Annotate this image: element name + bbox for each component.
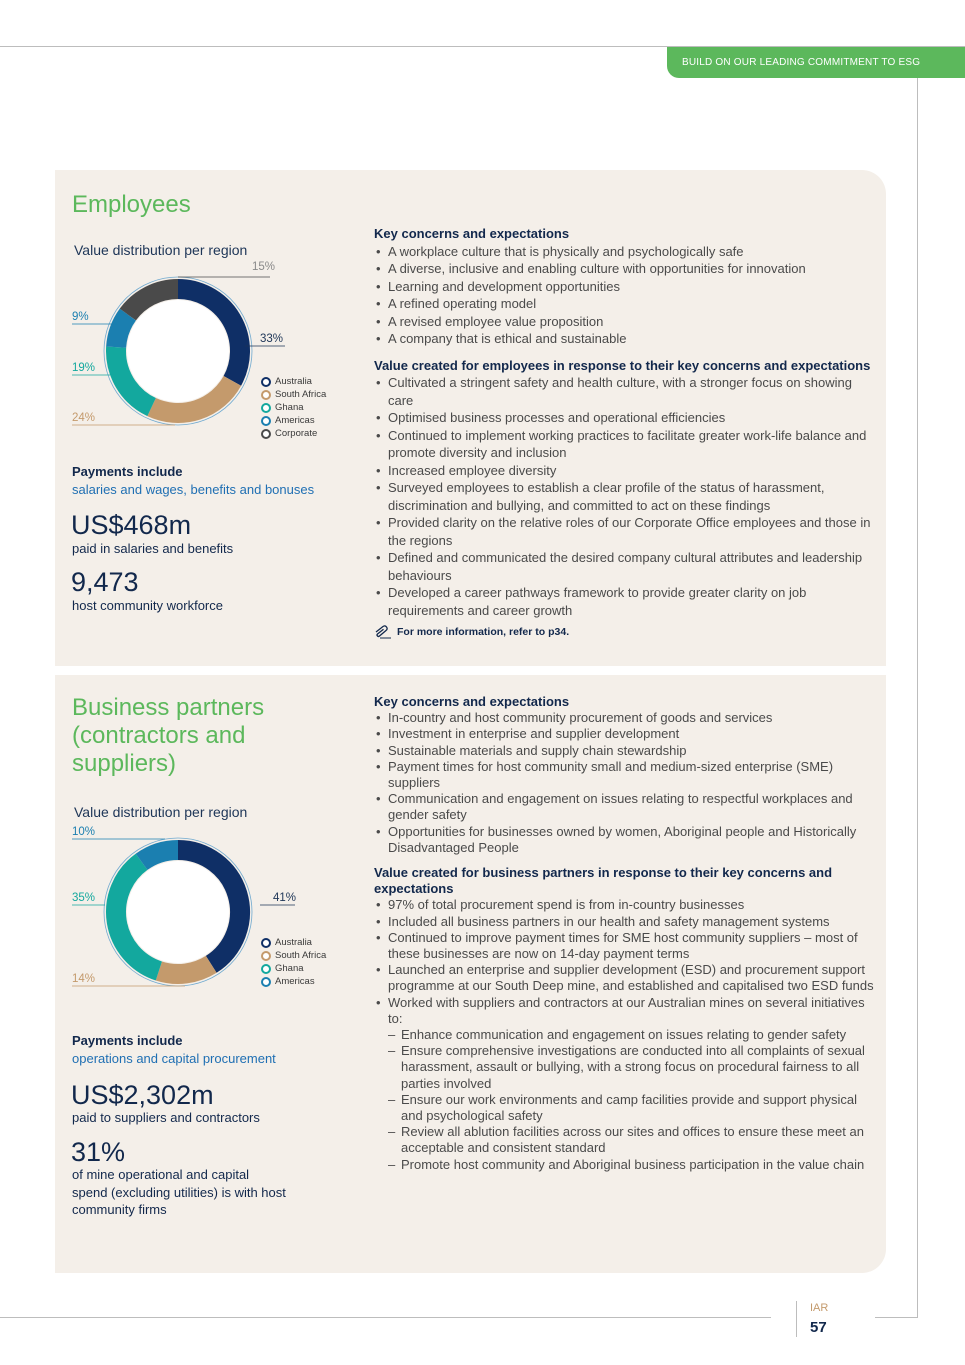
legend-label: South Africa: [275, 389, 327, 400]
value-label-south-africa: 14%: [72, 973, 96, 985]
partners-title-line: (contractors and: [72, 722, 246, 749]
partners-stat2-label-line: of mine operational and capital: [72, 1167, 250, 1182]
right-rule: [917, 78, 918, 1318]
partners-stat2-label-line: spend (excluding utilities) is with host: [72, 1184, 286, 1200]
list-item: • 97% of total procurement spend is from in-country businesses: [374, 897, 879, 913]
list-item: • Continued to implement working practices to facilitate greater work-life balance and promote diversity and inclusion: [374, 427, 879, 462]
list-item: • A diverse, inclusive and enabling culture with opportunities for innovation: [374, 260, 879, 278]
list-item: • A workplace culture that is physically and psychologically safe: [374, 243, 879, 261]
employees-stat1-label: paid in salaries and benefits: [72, 541, 234, 556]
list-item: • Cultivated a stringent safety and health culture, with a stronger focus on showing care: [374, 374, 879, 409]
list-item: – Ensure comprehensive investigations are conducted into all complaints of sexual harassment, assault or bullying, with a strong focus on procedural fairness to all parties involved: [374, 1043, 879, 1092]
employees-stat2-value: 9,473: [71, 567, 139, 597]
value-label-corporate: 15%: [252, 261, 276, 273]
employees-payments-sub: salaries and wages, benefits and bonuses: [72, 482, 315, 497]
paperclip-icon: [374, 625, 392, 639]
partners-legend: [261, 936, 326, 988]
list-item: • A company that is ethical and sustainable: [374, 330, 879, 348]
partners-value-created-heading: Value created for business partners in response to their key concerns and expectations: [374, 865, 833, 897]
footer-report-label: IAR: [810, 1302, 829, 1314]
legend-label: Americas: [275, 415, 315, 426]
value-label-australia: 33%: [260, 333, 284, 345]
legend-label: Ghana: [275, 963, 304, 974]
employees-title: Employees: [72, 191, 191, 218]
legend-label: Australia: [275, 376, 312, 387]
legend-item: [261, 427, 326, 440]
partners-title-line: suppliers): [72, 750, 177, 777]
list-item: • Increased employee diversity: [374, 462, 879, 480]
partners-payments-heading: Payments include: [72, 1033, 183, 1048]
list-item: • Surveyed employees to establish a clear profile of the status of harassment, discrimination and bullying, and committed to act on these findings: [374, 479, 879, 514]
footer-divider: [796, 1301, 797, 1337]
value-label-south-africa: 24%: [72, 412, 96, 424]
donut-hole: [127, 300, 229, 402]
list-item: • Developed a career pathways framework to provide greater clarity on job requirements and career growth: [374, 584, 879, 619]
partners-initiatives-list: [374, 1027, 879, 1173]
legend-item: [261, 962, 326, 975]
list-item: • Opportunities for businesses owned by women, Aboriginal people and Historically Disadvantaged People: [374, 824, 879, 856]
partners-stat2-label: [72, 1166, 286, 1219]
list-item: • In-country and host community procurement of goods and services: [374, 710, 879, 726]
partners-payments-sub: operations and capital procurement: [72, 1051, 276, 1066]
section-tab: BUILD ON OUR LEADING COMMITMENT TO ESG: [667, 47, 965, 78]
list-item: • Continued to improve payment times for SME host community suppliers – most of these businesses are now on 14-day payment terms: [374, 930, 879, 962]
donut-slice-south-africa: [159, 964, 211, 974]
list-item: • Learning and development opportunities: [374, 278, 879, 296]
legend-dot-icon: [261, 416, 271, 426]
legend-item: [261, 414, 326, 427]
partners-chart-title: Value distribution per region: [74, 804, 248, 820]
partners-key-concerns-heading: Key concerns and expectations: [374, 694, 570, 709]
list-item: • Provided clarity on the relative roles of our Corporate Office employees and those in the regions: [374, 514, 879, 549]
legend-item: [261, 936, 326, 949]
legend-label: Corporate: [275, 428, 318, 439]
list-item: – Enhance communication and engagement on issues relating to gender safety: [374, 1027, 879, 1043]
page-number: 57: [810, 1319, 827, 1336]
employees-chart-title: Value distribution per region: [74, 242, 248, 258]
legend-label: Ghana: [275, 402, 304, 413]
list-item: • Launched an enterprise and supplier development (ESD) and procurement support programme at our South Deep mine, and established and capitalised two ESD funds: [374, 962, 879, 994]
legend-item: [261, 401, 326, 414]
partners-title: [72, 694, 264, 778]
legend-dot-icon: [261, 403, 271, 413]
employees-value-created-list: [374, 374, 879, 619]
donut-slice-americas: [116, 315, 128, 348]
partners-stat1-value: US$2,302m: [71, 1080, 214, 1110]
value-label-ghana: 19%: [72, 362, 96, 374]
legend-item: [261, 375, 326, 388]
legend-dot-icon: [261, 377, 271, 387]
legend-dot-icon: [261, 390, 271, 400]
employees-value-created-heading: Value created for employees in response to their key concerns and expectations: [374, 357, 871, 373]
value-label-ghana: 35%: [72, 892, 96, 904]
employees-text-column: [374, 225, 879, 639]
partners-panel: [55, 675, 886, 1273]
legend-item: [261, 388, 326, 401]
partners-text-column: [374, 694, 879, 1173]
legend-dot-icon: [261, 964, 271, 974]
employees-legend: [261, 375, 326, 440]
partners-stat2-label-line: community firms: [72, 1202, 167, 1217]
legend-label: South Africa: [275, 950, 327, 961]
employees-key-concerns-list: [374, 243, 879, 348]
list-item: • Included all business partners in our health and safety management systems: [374, 914, 879, 930]
legend-dot-icon: [261, 951, 271, 961]
list-item: • A refined operating model: [374, 295, 879, 313]
donut-hole: [127, 861, 229, 963]
legend-label: Australia: [275, 937, 312, 948]
list-item: – Promote host community and Aboriginal business participation in the value chain: [374, 1157, 879, 1173]
more-info-text: For more information, refer to p34.: [397, 626, 570, 638]
list-item: • Optimised business processes and operational efficiencies: [374, 409, 879, 427]
list-item: • Payment times for host community small and medium-sized enterprise (SME) suppliers: [374, 759, 879, 791]
list-item: – Ensure our work environments and camp facilities provide and support physical and psychological safety: [374, 1092, 879, 1124]
legend-label: Americas: [275, 976, 315, 987]
partners-stat2-value: 31%: [71, 1137, 126, 1167]
value-label-americas: 10%: [72, 826, 96, 838]
list-item: • A revised employee value proposition: [374, 313, 879, 331]
legend-item: [261, 949, 326, 962]
employees-key-concerns-heading: Key concerns and expectations: [374, 226, 570, 241]
legend-dot-icon: [261, 938, 271, 948]
employees-stat1-value: US$468m: [71, 510, 192, 540]
value-label-australia: 41%: [273, 892, 297, 904]
legend-item: [261, 975, 326, 988]
value-label-americas: 9%: [72, 311, 89, 323]
employees-stat2-label: host community workforce: [72, 598, 223, 613]
legend-dot-icon: [261, 977, 271, 987]
partners-value-created-list: [374, 897, 879, 1027]
more-info-link[interactable]: [374, 625, 879, 639]
employees-panel: [55, 170, 886, 666]
list-item: • Communication and engagement on issues relating to respectful workplaces and gender safety: [374, 791, 879, 823]
legend-dot-icon: [261, 429, 271, 439]
partners-title-line: Business partners: [72, 694, 265, 721]
partners-key-concerns-list: [374, 710, 879, 856]
list-item: • Sustainable materials and supply chain stewardship: [374, 743, 879, 759]
partners-stat1-label: paid to suppliers and contractors: [72, 1110, 260, 1125]
list-item: • Defined and communicated the desired company cultural attributes and leadership behaviours: [374, 549, 879, 584]
donut-slice-americas: [142, 850, 178, 862]
list-item: – Review all ablution facilities across our sites and offices to ensure these meet an acceptable and consistent standard: [374, 1124, 879, 1156]
list-item: • Investment in enterprise and supplier development: [374, 726, 879, 742]
list-item: • Worked with suppliers and contractors at our Australian mines on several initiatives to:: [374, 995, 879, 1027]
employees-payments-heading: Payments include: [72, 464, 183, 479]
